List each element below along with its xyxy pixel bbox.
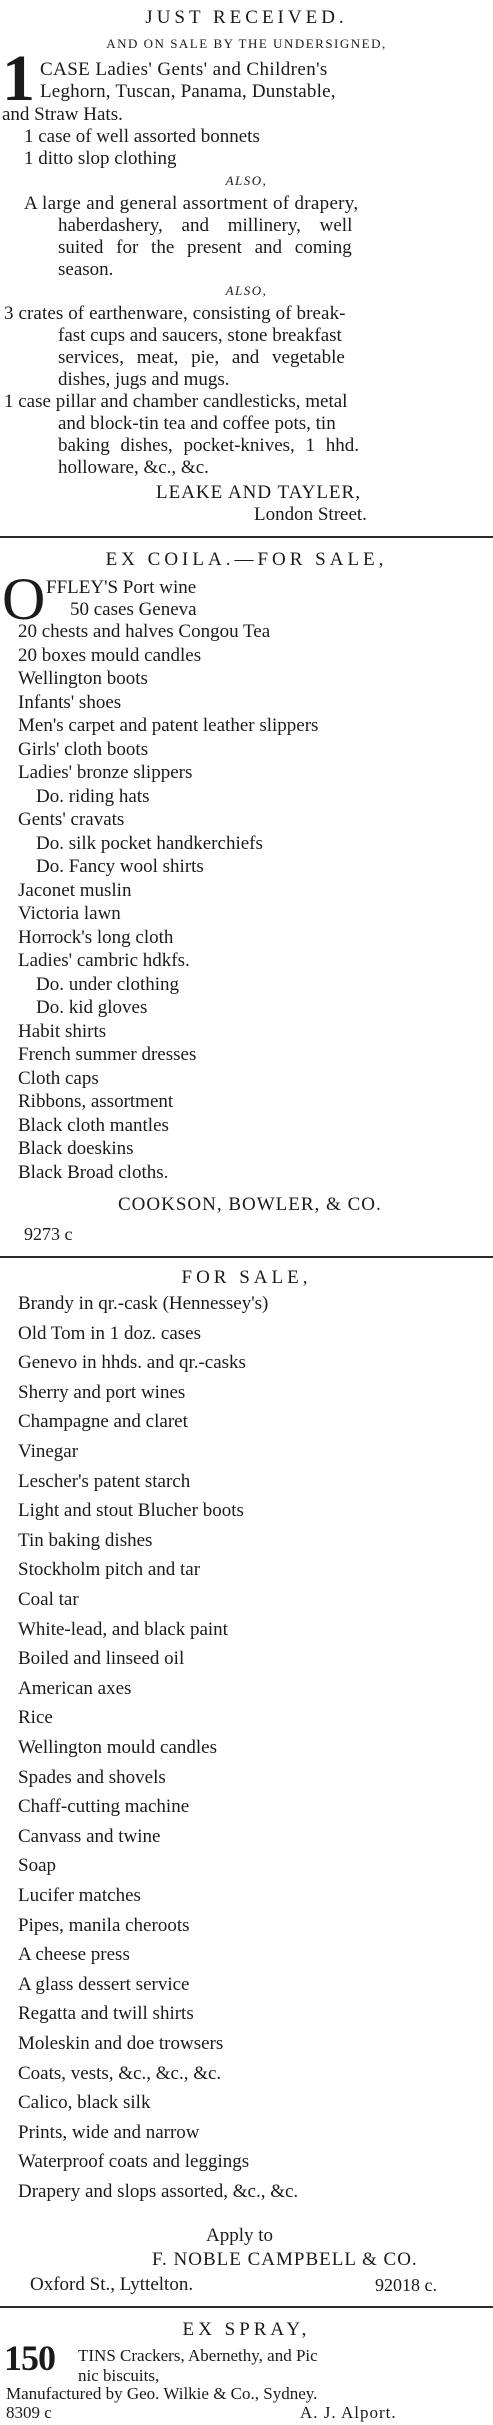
list-item: Cloth caps: [18, 1067, 99, 1089]
advertiser-address: London Street.: [254, 504, 367, 525]
list-item: Spades and shovels: [18, 1766, 166, 1788]
paragraph-line: fast cups and saucers, stone breakfast: [58, 325, 342, 346]
reference-number: 8309 c: [6, 2403, 52, 2422]
intro-line: CASE Ladies' Gents' and Children's: [40, 59, 328, 80]
list-item: Girls' cloth boots: [18, 738, 149, 760]
drop-cap: 1: [2, 42, 35, 115]
column-rule: [0, 2306, 493, 2308]
list-item: 20 chests and halves Congou Tea: [18, 621, 271, 642]
list-item: Regatta and twill shirts: [18, 2003, 194, 2025]
list-item: Jaconet muslin: [18, 879, 132, 901]
paragraph-line: baking dishes, pocket-knives, 1 hhd.: [58, 435, 360, 456]
list-item: Black cloth mantles: [18, 1114, 169, 1136]
list-item: Lescher's patent starch: [18, 1470, 191, 1492]
list-item: Ladies' cambric hdkfs.: [18, 950, 190, 971]
list-item: Chaff-cutting machine: [18, 1796, 190, 1818]
advertiser-address: Oxford St., Lyttelton.: [30, 2274, 194, 2295]
paragraph-line: and block-tin tea and coffee pots, tin: [58, 413, 336, 434]
list-item: Drapery and slops assorted, &c., &c.: [18, 2181, 299, 2202]
ad-heading: FOR SALE,: [181, 1267, 312, 1288]
ad-heading: EX COILA.—FOR SALE,: [105, 549, 388, 570]
item-line: nic biscuits,: [78, 2366, 160, 2385]
item-line: TINS Crackers, Abernethy, and Pic: [78, 2346, 318, 2365]
list-item: Horrock's long cloth: [18, 926, 174, 948]
also-separator: ALSO,: [225, 283, 268, 298]
advertiser-signature: F. NOBLE CAMPBELL & CO.: [152, 2249, 418, 2270]
list-item: Black Broad cloths.: [18, 1161, 169, 1183]
list-item: Waterproof coats and leggings: [18, 2151, 250, 2173]
list-item: 1 ditto slop clothing: [24, 148, 177, 169]
list-item: Infants' shoes: [18, 691, 122, 713]
list-item: A cheese press: [18, 1944, 130, 1966]
list-item: Do. riding hats: [36, 785, 150, 807]
list-item: Boiled and linseed oil: [18, 1648, 185, 1670]
list-item: Men's carpet and patent leather slippers: [18, 715, 319, 736]
list-item: Do. Fancy wool shirts: [36, 856, 204, 877]
paragraph-line: 1 case pillar and chamber candlesticks, metal: [4, 391, 348, 412]
intro-line: and Straw Hats.: [2, 104, 123, 125]
list-item: 20 boxes mould candles: [18, 644, 202, 666]
list-item: Lucifer matches: [18, 1885, 141, 1906]
list-item: Black doeskins: [18, 1138, 134, 1159]
list-item: FFLEY'S Port wine: [46, 577, 197, 598]
drop-cap: O: [2, 566, 46, 632]
list-item: Do. kid gloves: [36, 997, 148, 1018]
list-item: French summer dresses: [18, 1044, 197, 1065]
list-item: Prints, wide and narrow: [18, 2121, 200, 2143]
list-item: Rice: [18, 1707, 53, 1729]
ad-subheading: AND ON SALE BY THE UNDERSIGNED,: [106, 36, 387, 51]
list-item: Ribbons, assortment: [18, 1091, 174, 1112]
paragraph-line: holloware, &c., &c.: [58, 457, 209, 478]
list-item: 50 cases Geneva: [70, 599, 197, 620]
list-item: Stockholm pitch and tar: [18, 1559, 201, 1581]
list-item: Gents' cravats: [18, 809, 125, 830]
list-item: Sherry and port wines: [18, 1381, 186, 1403]
paragraph-line: A large and general assortment of drapery,: [24, 193, 359, 214]
advertiser-signature: A. J. Alport.: [300, 2403, 397, 2422]
also-separator: ALSO,: [225, 173, 268, 188]
ad-heading: EX SPRAY,: [182, 2319, 311, 2340]
item-line: Manufactured by Geo. Wilkie & Co., Sydney.: [6, 2384, 318, 2403]
list-item: Ladies' bronze slippers: [18, 762, 193, 783]
list-item: Soap: [18, 1855, 56, 1877]
list-item: 1 case of well assorted bonnets: [24, 126, 260, 147]
list-item: Brandy in qr.-cask (Hennessey's): [18, 1293, 269, 1314]
column-rule: [0, 1256, 493, 1258]
list-item: Habit shirts: [18, 1020, 107, 1042]
list-item: Pipes, manila cheroots: [18, 1914, 190, 1936]
list-item: Coal tar: [18, 1589, 79, 1610]
list-item: A glass dessert service: [18, 1973, 190, 1995]
reference-number: 92018 c.: [375, 2275, 437, 2295]
advertiser-signature: LEAKE AND TAYLER,: [156, 482, 361, 503]
list-item: Do. silk pocket handkerchiefs: [36, 832, 263, 854]
large-quantity: 150: [4, 2338, 55, 2378]
list-item: Vinegar: [18, 1441, 79, 1462]
paragraph-line: haberdashery, and millinery, well: [58, 215, 353, 236]
list-item: Champagne and claret: [18, 1411, 188, 1433]
intro-line: Leghorn, Tuscan, Panama, Dunstable,: [40, 81, 336, 102]
list-item: Calico, black silk: [18, 2092, 151, 2114]
list-item: Wellington boots: [18, 668, 148, 689]
paragraph-line: season.: [58, 259, 114, 280]
list-item: Old Tom in 1 doz. cases: [18, 1322, 202, 1344]
paragraph-line: dishes, jugs and mugs.: [58, 369, 230, 390]
list-item: Canvass and twine: [18, 1825, 161, 1847]
reference-number: 9273 c: [24, 1224, 73, 1244]
column-rule: [0, 536, 493, 538]
ad-heading: JUST RECEIVED.: [145, 7, 348, 28]
list-item: Do. under clothing: [36, 973, 180, 995]
list-item: Moleskin and doe trowsers: [18, 2033, 224, 2054]
list-item: Genevo in hhds. and qr.-casks: [18, 1352, 246, 1374]
apply-to: Apply to: [206, 2225, 274, 2246]
list-item: Victoria lawn: [18, 903, 121, 924]
list-item: Light and stout Blucher boots: [18, 1500, 244, 1522]
list-item: Coats, vests, &c., &c., &c.: [18, 2062, 222, 2084]
list-item: White-lead, and black paint: [18, 1618, 228, 1640]
list-item: Wellington mould candles: [18, 1737, 217, 1758]
paragraph-line: suited for the present and coming: [58, 237, 352, 258]
list-item: Tin baking dishes: [18, 1529, 153, 1551]
paragraph-line: services, meat, pie, and vegetable: [58, 347, 345, 368]
list-item: American axes: [18, 1677, 132, 1699]
advertiser-signature: COOKSON, BOWLER, & CO.: [118, 1194, 382, 1215]
paragraph-line: 3 crates of earthenware, consisting of break-: [4, 303, 346, 324]
